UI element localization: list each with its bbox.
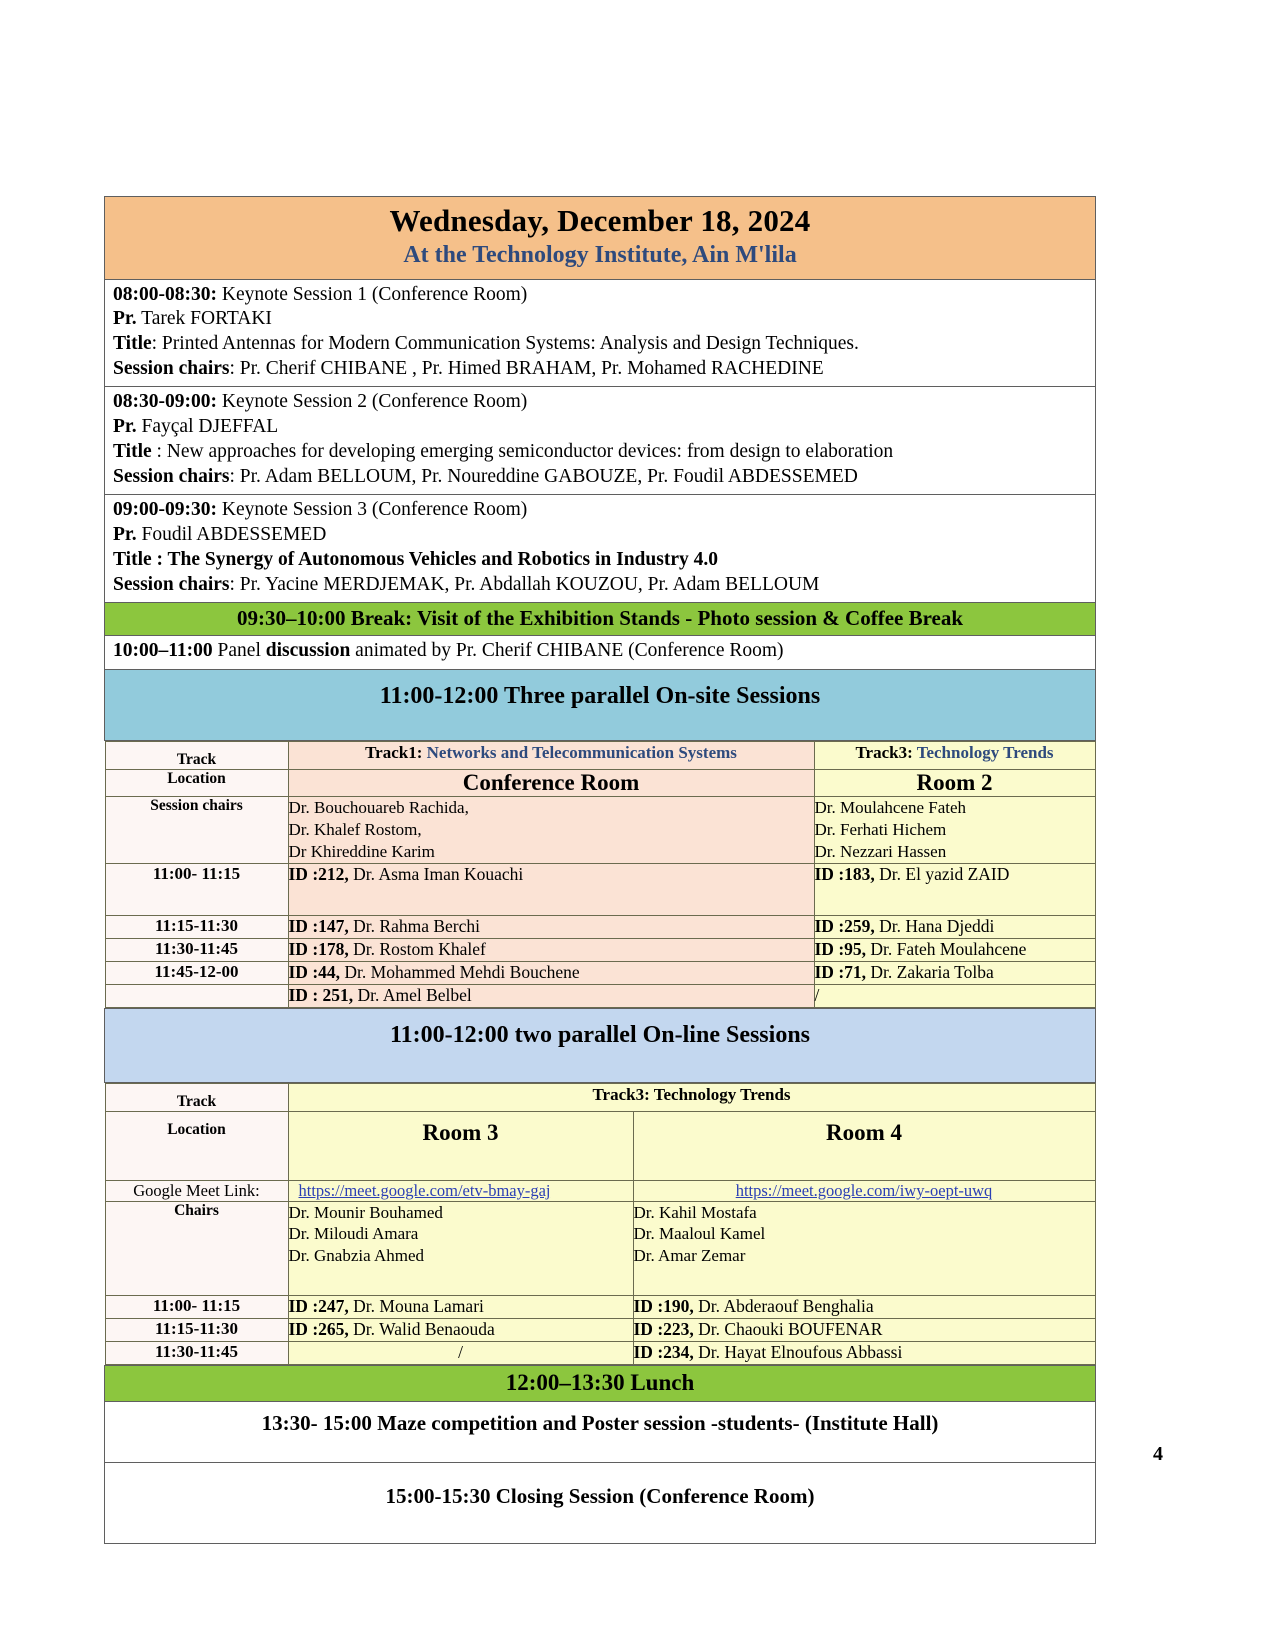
online-row-left [288, 1341, 633, 1364]
onsite-row-time: 11:30-11:45 [105, 939, 288, 962]
keynote-title-label-1: Title [113, 333, 152, 355]
keynote-speaker-line-2 [113, 415, 1087, 440]
onsite-row-left [288, 962, 814, 985]
keynote-chairs-line-1 [113, 357, 1087, 382]
keynote-time-3: 09:00-09:30: [113, 499, 217, 521]
meet-link-right-cell [633, 1180, 1095, 1201]
keynote-title-line-3 [113, 548, 1087, 573]
online-table-cell [105, 1082, 1096, 1365]
empty-slot-marker: / [814, 985, 820, 1006]
keynote-speaker-line-1 [113, 307, 1087, 332]
lunch-cell [105, 1365, 1096, 1401]
online-chairs-right [633, 1201, 1095, 1295]
keynote-chairs-label-3: Session chairs [113, 574, 230, 595]
onsite-location-right: Room 2 [814, 770, 1095, 797]
banner-row [105, 197, 1096, 280]
chair-name: Dr. Maaloul Kamel [633, 1224, 766, 1244]
keynote-block-2 [105, 387, 1095, 494]
break-band: 09:30–10:00 Break: Visit of the Exhibition Stands - Photo session & Coffee Break [105, 603, 1095, 635]
chair-name: Dr. Ferhati Hichem [814, 820, 947, 840]
online-location-left: Room 3 [288, 1111, 633, 1180]
onsite-location-left: Conference Room [288, 770, 814, 797]
keynote-title-line-2 [113, 440, 1087, 465]
chair-name: Dr. Khalef Rostom, [288, 820, 422, 840]
onsite-band-row [105, 669, 1096, 741]
online-row-right [633, 1341, 1095, 1364]
maze-cell [105, 1401, 1096, 1462]
title-banner [105, 197, 1095, 279]
author-name: Dr. Mohammed Mehdi Bouchene [340, 962, 580, 983]
author-name: Dr. Asma Iman Kouachi [348, 863, 524, 884]
onsite-track3-header [814, 742, 1095, 770]
online-track-value: Technology Trends [649, 1084, 791, 1104]
keynote-title-label-3: Title : [113, 549, 164, 571]
online-track-key: Track3: [592, 1084, 650, 1104]
online-row-right [633, 1318, 1095, 1341]
keynote-chairs-text-3: : Pr. Yacine MERDJEMAK, Pr. Abdallah KOUZOU, Pr. Adam BELLOUM [229, 574, 820, 595]
chair-name: Dr. Miloudi Amara [288, 1224, 419, 1244]
keynote-chairs-label-2: Session chairs [113, 466, 230, 488]
author-name: Dr. Fateh Moulahcene [866, 939, 1027, 960]
onsite-row-time: 11:45-12-00 [105, 962, 288, 985]
keynote-cell-2 [105, 387, 1096, 495]
online-meet-row [105, 1180, 1095, 1201]
keynote-chairs-label-1: Session chairs [113, 358, 230, 380]
panel-cell [105, 636, 1096, 669]
keynote-cell-1 [105, 279, 1096, 387]
keynote-speaker-name-2: Fayçal DJEFFAL [136, 416, 279, 438]
table-row [105, 1295, 1095, 1318]
table-row [105, 939, 1095, 962]
page-number: 4 [1153, 1443, 1163, 1465]
keynote-time-line-2 [113, 390, 1087, 415]
paper-id: ID :212, [288, 863, 349, 884]
keynote-speaker-label-3: Pr. [113, 524, 137, 546]
online-sessions-band [105, 1009, 1095, 1082]
onsite-band-text: Three parallel On-site Sessions [498, 682, 821, 709]
keynote-session-2: Keynote Session 2 (Conference Room) [216, 391, 528, 413]
onsite-row-left [288, 939, 814, 962]
onsite-row-time: 11:00- 11:15 [105, 863, 288, 916]
break-cell [105, 602, 1096, 635]
meet-link-label: Google Meet Link: [105, 1180, 288, 1201]
panel-text-a: Panel [212, 640, 266, 662]
online-table-row [105, 1082, 1096, 1365]
online-band-time: 11:00-12:00 [389, 1021, 509, 1048]
lunch-band: 12:00–13:30 Lunch [105, 1366, 1095, 1401]
table-row [105, 916, 1095, 939]
online-sessions-table [105, 1083, 1096, 1365]
chair-name: Dr Khireddine Karim [288, 841, 435, 861]
venue-subtitle: At the Technology Institute, Ain M'lila [403, 241, 797, 268]
schedule-container [104, 196, 1096, 1544]
keynote-chairs-text-1: : Pr. Cherif CHIBANE , Pr. Himed BRAHAM, Pr. Mohamed RACHEDINE [229, 358, 824, 380]
online-location-row [105, 1111, 1095, 1180]
onsite-track-label: Track [105, 742, 288, 770]
online-track-row [105, 1083, 1095, 1111]
onsite-chairs-left [288, 797, 814, 863]
onsite-track1-value: Networks and Telecommunication Systems [422, 743, 737, 763]
author-name: Dr. Chaouki BOUFENAR [693, 1318, 883, 1339]
paper-id: ID :190, [633, 1295, 694, 1316]
keynote-title-text-2: : New approaches for developing emerging semiconductor devices: from design to elaboration [156, 441, 894, 463]
onsite-row-right [814, 863, 1095, 916]
keynote-title-text-1: : Printed Antennas for Modern Communication Systems: Analysis and Design Techniques. [151, 333, 859, 355]
maze-row [105, 1401, 1096, 1462]
closing-row [105, 1462, 1096, 1543]
online-chairs-row [105, 1201, 1095, 1295]
keynote-time-line-1 [113, 283, 1087, 308]
onsite-chairs-row [105, 797, 1095, 863]
onsite-band-cell [105, 669, 1096, 741]
keynote-title-label-2: Title [113, 441, 157, 463]
closing-session-text: 15:00-15:30 Closing Session (Conference Room) [385, 1483, 815, 1508]
keynote-row-1 [105, 279, 1096, 387]
page-title: Wednesday, December 18, 2024 [389, 203, 811, 238]
author-name: Dr. Hana Djeddi [874, 916, 995, 937]
paper-id: ID :265, [288, 1318, 349, 1339]
keynote-time-line-3 [113, 498, 1087, 523]
paper-id: ID :95, [814, 939, 867, 960]
keynote-speaker-line-3 [113, 523, 1087, 548]
onsite-row-left [288, 916, 814, 939]
author-name: Dr. Rahma Berchi [348, 916, 480, 937]
onsite-row-right [814, 916, 1095, 939]
chair-name: Dr. Mounir Bouhamed [288, 1202, 443, 1222]
onsite-track1-key: Track1: [365, 743, 423, 763]
online-location-label: Location [105, 1111, 288, 1180]
online-band-text: two parallel On-line Sessions [508, 1021, 810, 1048]
keynote-time-1: 08:00-08:30: [113, 283, 217, 305]
chair-name: Dr. Amar Zemar [633, 1246, 746, 1266]
chair-name: Dr. Kahil Mostafa [633, 1202, 757, 1222]
chair-name: Dr. Gnabzia Ahmed [288, 1246, 424, 1266]
onsite-track1-header [288, 742, 814, 770]
onsite-row-right [814, 985, 1095, 1008]
paper-id: ID :183, [814, 863, 875, 884]
online-chairs-left [288, 1201, 633, 1295]
table-row [105, 1341, 1095, 1364]
keynote-session-1: Keynote Session 1 (Conference Room) [216, 283, 528, 305]
online-track-label: Track [105, 1083, 288, 1111]
paper-id: ID :259, [814, 916, 875, 937]
paper-id: ID : 251, [288, 985, 354, 1006]
closing-cell [105, 1462, 1096, 1543]
banner-cell [105, 197, 1096, 280]
paper-id: ID :223, [633, 1318, 694, 1339]
break-row [105, 602, 1096, 635]
keynote-speaker-name-1: Tarek FORTAKI [136, 308, 272, 330]
onsite-location-row [105, 770, 1095, 797]
empty-slot-marker: / [458, 1341, 463, 1362]
paper-id: ID :247, [288, 1295, 349, 1316]
panel-text-b: discussion [265, 640, 351, 662]
table-row [105, 962, 1095, 985]
online-row-time: 11:30-11:45 [105, 1341, 288, 1364]
onsite-row-right [814, 962, 1095, 985]
onsite-chairs-right [814, 797, 1095, 863]
author-name: Dr. Zakaria Tolba [866, 962, 994, 983]
meet-link-room3[interactable]: https://meet.google.com/etv-bmay-gaj [298, 1180, 551, 1200]
keynote-chairs-line-2 [113, 465, 1087, 490]
author-name: Dr. Rostom Khalef [348, 939, 486, 960]
panel-discussion [105, 636, 1095, 668]
onsite-band-time: 11:00-12:00 [379, 682, 499, 709]
onsite-row-left [288, 863, 814, 916]
keynote-row-3 [105, 495, 1096, 603]
online-track-header [288, 1083, 1095, 1111]
keynote-speaker-label-1: Pr. [113, 308, 137, 330]
maze-competition-text: 13:30- 15:00 Maze competition and Poster session -students- (Institute Hall) [261, 1410, 939, 1435]
keynote-title-text-3: The Synergy of Autonomous Vehicles and Robotics in Industry 4.0 [163, 549, 718, 571]
keynote-title-line-1 [113, 332, 1087, 357]
author-name: Dr. Hayat Elnoufous Abbassi [693, 1341, 903, 1362]
paper-id: ID :44, [288, 962, 341, 983]
schedule-table [104, 196, 1096, 1544]
keynote-cell-3 [105, 495, 1096, 603]
onsite-sessions-band [105, 670, 1095, 741]
table-row [105, 863, 1095, 916]
online-row-time: 11:15-11:30 [105, 1318, 288, 1341]
meet-link-room4[interactable]: https://meet.google.com/iwy-oept-uwq [735, 1180, 993, 1200]
panel-text-c: animated by Pr. Cherif CHIBANE (Conference Room) [350, 640, 784, 662]
keynote-time-2: 08:30-09:00: [113, 391, 217, 413]
onsite-track3-key: Track3: [855, 743, 913, 763]
online-row-left [288, 1295, 633, 1318]
chair-name: Dr. Bouchouareb Rachida, [288, 798, 469, 818]
chair-name: Dr. Moulahcene Fateh [814, 798, 967, 818]
onsite-row-right [814, 939, 1095, 962]
lunch-row [105, 1365, 1096, 1401]
paper-id: ID :71, [814, 962, 867, 983]
online-location-right: Room 4 [633, 1111, 1095, 1180]
paper-id: ID :234, [633, 1341, 694, 1362]
keynote-chairs-line-3 [113, 573, 1087, 598]
keynote-session-3: Keynote Session 3 (Conference Room) [216, 499, 528, 521]
keynote-speaker-name-3: Foudil ABDESSEMED [136, 524, 327, 546]
author-name: Dr. Amel Belbel [353, 985, 472, 1006]
paper-id: ID :178, [288, 939, 349, 960]
onsite-track3-value: Technology Trends [912, 743, 1054, 763]
paper-id: ID :147, [288, 916, 349, 937]
panel-row [105, 636, 1096, 669]
onsite-table-cell [105, 741, 1096, 1009]
online-row-right [633, 1295, 1095, 1318]
meet-link-left-cell [288, 1180, 633, 1201]
onsite-row-time [105, 985, 288, 1008]
online-chairs-label: Chairs [105, 1201, 288, 1295]
keynote-row-2 [105, 387, 1096, 495]
online-band-row [105, 1008, 1096, 1082]
onsite-track-row [105, 742, 1095, 770]
author-name: Dr. Mouna Lamari [348, 1295, 484, 1316]
author-name: Dr. Walid Benaouda [348, 1318, 495, 1339]
online-row-time: 11:00- 11:15 [105, 1295, 288, 1318]
onsite-chairs-label: Session chairs [105, 797, 288, 863]
table-row [105, 1318, 1095, 1341]
panel-time: 10:00–11:00 [113, 640, 213, 662]
keynote-block-1 [105, 280, 1095, 387]
keynote-speaker-label-2: Pr. [113, 416, 137, 438]
chair-name: Dr. Nezzari Hassen [814, 841, 947, 861]
online-band-cell [105, 1008, 1096, 1082]
onsite-table-row [105, 741, 1096, 1009]
onsite-row-time: 11:15-11:30 [105, 916, 288, 939]
onsite-row-left [288, 985, 814, 1008]
online-row-left [288, 1318, 633, 1341]
table-row [105, 985, 1095, 1008]
onsite-location-label: Location [105, 770, 288, 797]
keynote-chairs-text-2: : Pr. Adam BELLOUM, Pr. Noureddine GABOUZE, Pr. Foudil ABDESSEMED [229, 466, 858, 488]
author-name: Dr. Abderaouf Benghalia [693, 1295, 874, 1316]
keynote-block-3 [105, 495, 1095, 602]
onsite-sessions-table [105, 741, 1096, 1008]
author-name: Dr. El yazid ZAID [874, 863, 1010, 884]
